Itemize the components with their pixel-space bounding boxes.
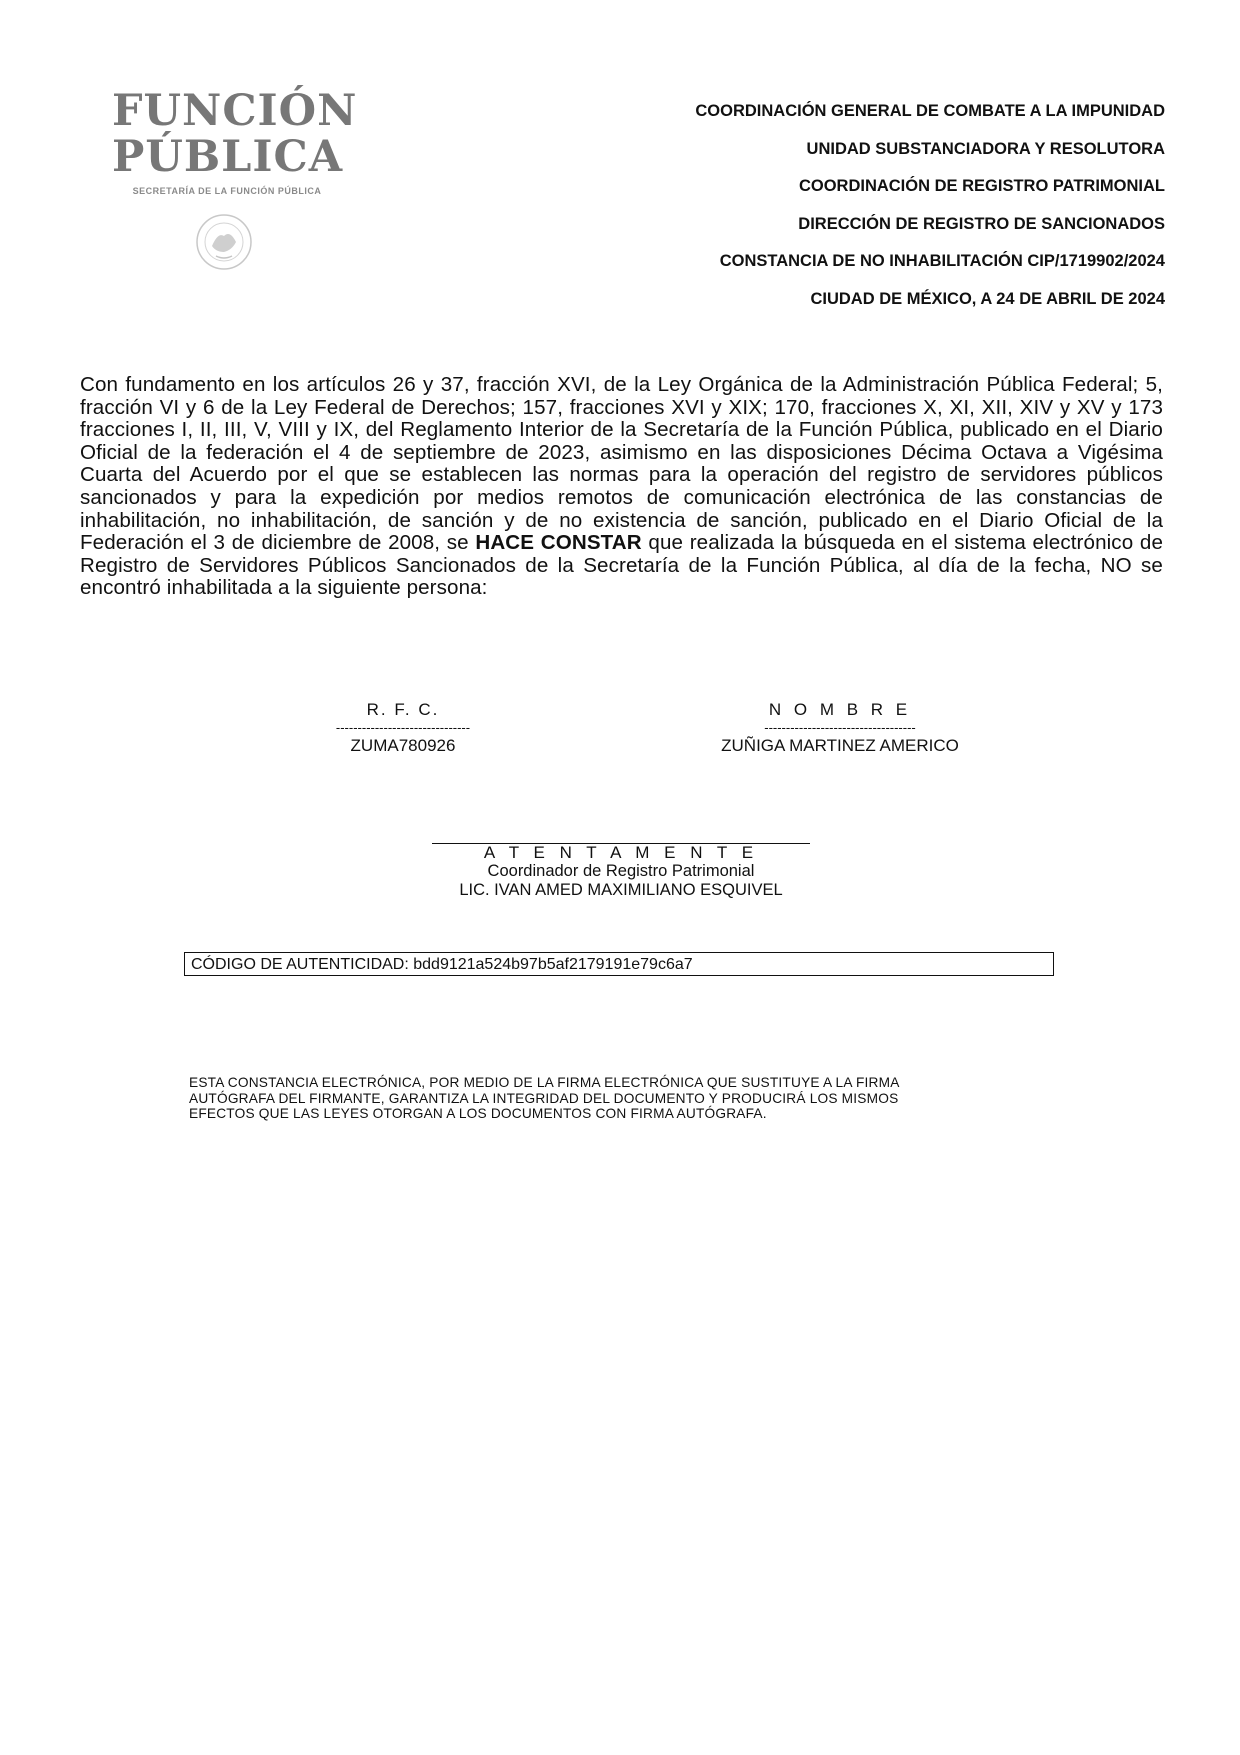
logo-subtitle: SECRETARÍA DE LA FUNCIÓN PÚBLICA [132,186,322,196]
logo-line-1: FUNCIÓN [112,86,358,136]
signer-name: LIC. IVAN AMED MAXIMILIANO ESQUIVEL [459,881,783,899]
authenticity-code: CÓDIGO DE AUTENTICIDAD: bdd9121a524b97b5af2179191e79c6a7 [191,956,693,973]
legal-paragraph [80,374,1163,600]
name-column [680,699,1000,757]
header-line-direccion: DIRECCIÓN DE REGISTRO DE SANCIONADOS [798,214,1165,233]
header-line-place-date: CIUDAD DE MÉXICO, A 24 DE ABRIL DE 2024 [810,289,1165,308]
rfc-column [303,699,503,757]
header-line-constancia-number: CONSTANCIA DE NO INHABILITACIÓN CIP/1719902/2024 [719,252,1165,270]
legal-text-before: Con fundamento en los artículos 26 y 37, fracción XVI, de la Ley Orgánica de la Administración Pública Federal; 5, fracción VI y 6 de la Ley Federal de Derechos; 157, fracciones XVI y XIX; 170, fracciones X, XI, XII, XIV y XV y 173 fracciones I, II, III, V, VIII y IX, del Reglamento Interior de la Secretaría de la Función Pública, publicado en el Diario Oficial de la federación el 4 de septiembre de 2023, asimismo en las disposiciones Décima Octava a Vigésima Cuarta del Acuerdo por el que se establecen las normas para la operación del registro de servidores públicos sancionados y para la expedición por medios remotos de comunicación electrónica de las constancias de inhabilitación, no inhabilitación, de sanción y de no existencia de sanción, publicado en el Diario Oficial de la Federación el 3 de diciembre de 2008, se [80,373,1163,555]
person-name-value: ZUÑIGA MARTINEZ AMERICO [721,736,959,755]
rfc-separator: ------------------------------- [335,721,471,735]
coat-of-arms-seal-icon [188,212,260,272]
atentamente-label: A T E N T A M E N T E [483,843,759,862]
logo-line-2: PÚBLICA [112,132,344,182]
agency-logo [112,86,358,196]
signer-role: Coordinador de Registro Patrimonial [487,862,755,880]
electronic-signature-notice [189,1075,1059,1122]
header-line-coordinacion-registro: COORDINACIÓN DE REGISTRO PATRIMONIAL [798,177,1165,195]
notice-line-3: EFECTOS QUE LAS LEYES OTORGAN A LOS DOCUMENTOS CON FIRMA AUTÓGRAFA. [189,1106,767,1121]
header-line-coordinacion-general: COORDINACIÓN GENERAL DE COMBATE A LA IMPUNIDAD [695,102,1165,120]
document-header [695,98,1165,323]
rfc-value: ZUMA780926 [350,736,456,755]
hace-constar-emphasis: HACE CONSTAR [475,531,642,555]
header-line-unidad: UNIDAD SUBSTANCIADORA Y RESOLUTORA [806,139,1165,158]
legal-text-after: que realizada la búsqueda en el sistema electrónico de Registro de Servidores Públicos Sancionados de la Secretaría de la Función Pública, al día de la fecha, NO se encontró inhabilitada a la siguiente persona: [80,531,1163,600]
notice-line-1: ESTA CONSTANCIA ELECTRÓNICA, POR MEDIO DE LA FIRMA ELECTRÓNICA QUE SUSTITUYE A LA FIRMA [189,1075,900,1090]
name-separator: ----------------------------------- [764,721,916,735]
notice-line-2: AUTÓGRAFA DEL FIRMANTE, GARANTIZA LA INTEGRIDAD DEL DOCUMENTO Y PRODUCIRÁ LOS MISMOS [189,1090,899,1106]
signature-block [400,843,842,900]
name-label: N O M B R E [768,700,912,719]
rfc-label: R. F. C. [366,700,440,719]
authenticity-code-box [184,952,1054,976]
